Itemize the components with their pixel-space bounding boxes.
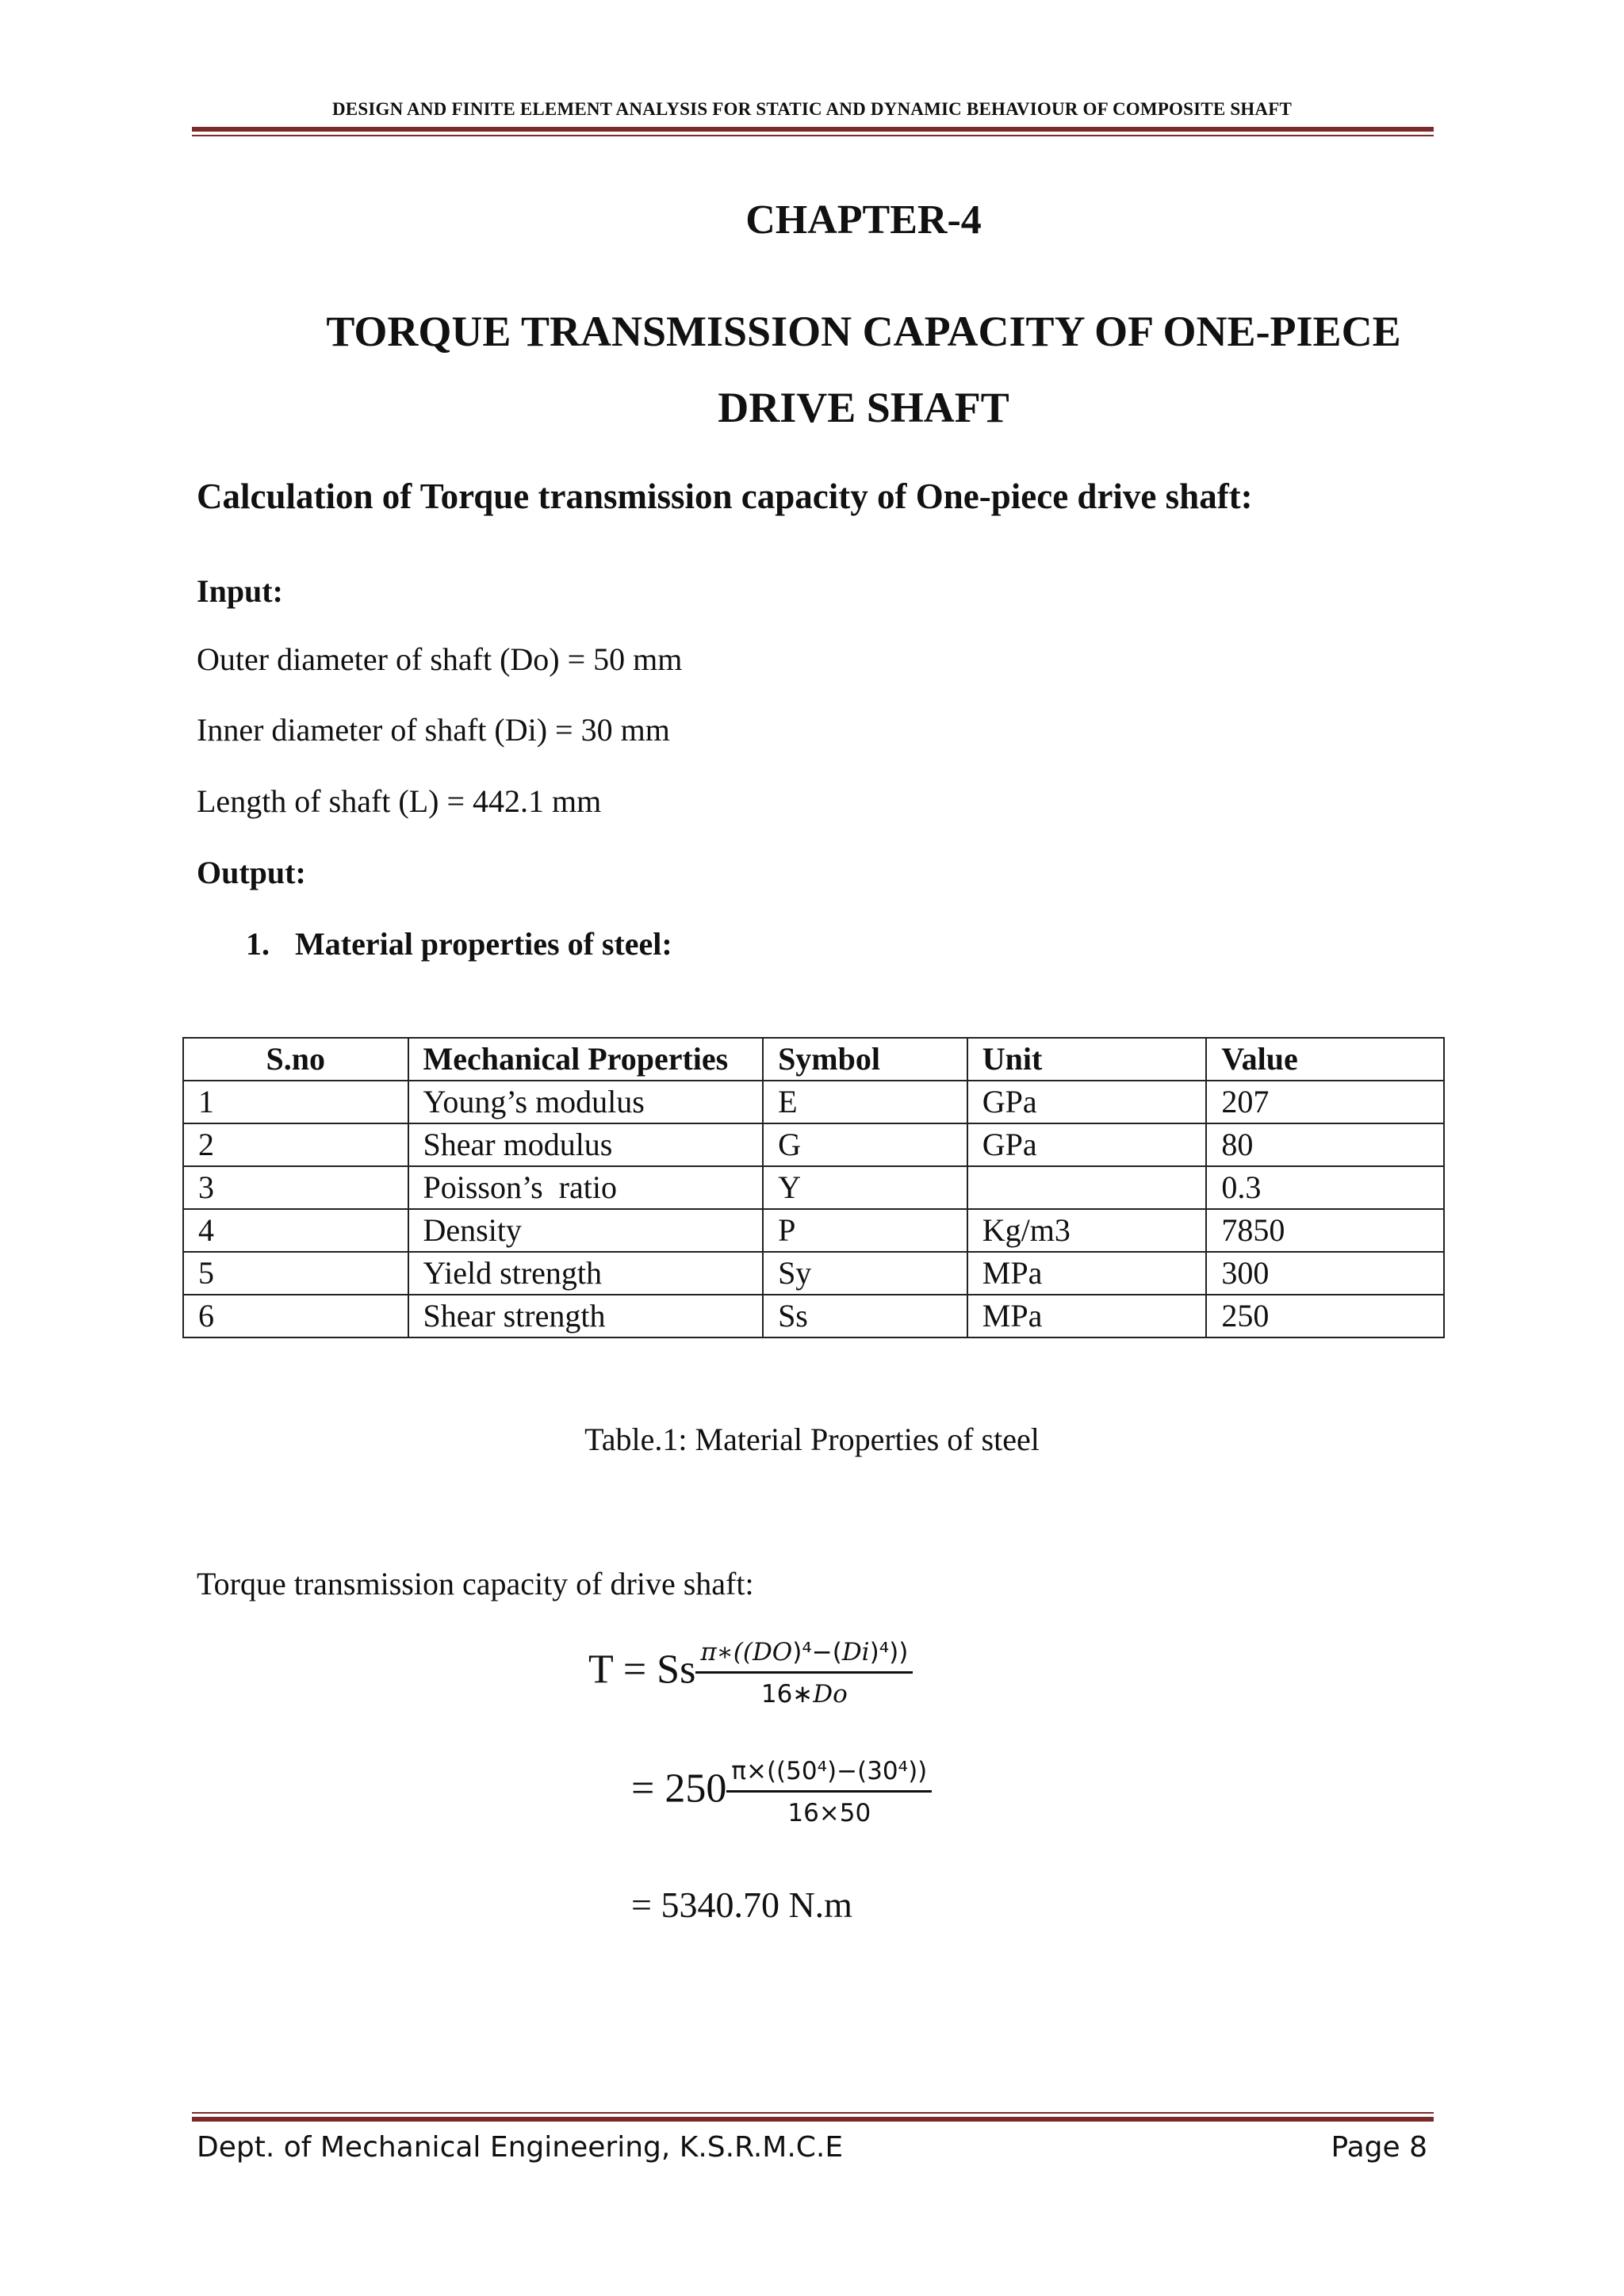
input-label: Input: xyxy=(197,573,283,609)
header-rule-thick xyxy=(192,127,1434,132)
running-title: DESIGN AND FINITE ELEMENT ANALYSIS FOR STATIC AND DYNAMIC BEHAVIOUR OF COMPOSITE SHAFT xyxy=(331,99,1292,119)
cell-unit: MPa xyxy=(967,1252,1207,1295)
equation-torque-substituted xyxy=(631,1757,932,1827)
cell-property: Young’s modulus xyxy=(408,1081,764,1123)
table-caption: Table.1: Material Properties of steel xyxy=(584,1422,1040,1457)
cell-sno: 5 xyxy=(183,1252,408,1295)
cell-symbol: Ss xyxy=(763,1295,967,1337)
table-row xyxy=(183,1123,1444,1166)
output-label: Output: xyxy=(197,855,306,890)
cell-unit: Kg/m3 xyxy=(967,1209,1207,1252)
equation-result: = 5340.70 N.m xyxy=(631,1885,852,1925)
fraction-denominator: 16×50 xyxy=(726,1790,932,1827)
table-row xyxy=(183,1166,1444,1209)
cell-value: 0.3 xyxy=(1206,1166,1444,1209)
cell-value: 300 xyxy=(1206,1252,1444,1295)
cell-symbol: Y xyxy=(763,1166,967,1209)
equation-lhs: = 250 xyxy=(631,1766,727,1812)
cell-unit xyxy=(967,1166,1207,1209)
input-length: Length of shaft (L) = 442.1 mm xyxy=(197,783,602,819)
cell-sno: 4 xyxy=(183,1209,408,1252)
table-row xyxy=(183,1295,1444,1337)
footer-rule-thin xyxy=(192,2112,1434,2114)
footer-rule-thick xyxy=(192,2117,1434,2122)
equation-torque-formula xyxy=(588,1638,913,1709)
header-symbol: Symbol xyxy=(763,1038,967,1081)
cell-sno: 1 xyxy=(183,1081,408,1123)
table-row xyxy=(183,1252,1444,1295)
input-inner-diameter: Inner diameter of shaft (Di) = 30 mm xyxy=(197,712,670,748)
cell-property: Yield strength xyxy=(408,1252,764,1295)
header-unit: Unit xyxy=(967,1038,1207,1081)
equation-lhs: T = Ss xyxy=(588,1647,696,1693)
cell-symbol: P xyxy=(763,1209,967,1252)
cell-property: Shear modulus xyxy=(408,1123,764,1166)
material-properties-table xyxy=(182,1037,1445,1338)
cell-value: 7850 xyxy=(1206,1209,1444,1252)
header-rule-thin xyxy=(192,135,1434,136)
cell-symbol: G xyxy=(763,1123,967,1166)
input-outer-diameter: Outer diameter of shaft (Do) = 50 mm xyxy=(197,641,683,677)
list-number: 1. xyxy=(246,926,270,962)
footer-department: Dept. of Mechanical Engineering, K.S.R.M.C.E xyxy=(197,2131,844,2164)
table-row xyxy=(183,1209,1444,1252)
chapter-title xyxy=(238,293,1489,446)
chapter-label: CHAPTER-4 xyxy=(745,197,982,243)
cell-symbol: E xyxy=(763,1081,967,1123)
footer-page-number: Page 8 xyxy=(1331,2131,1427,2164)
list-item-material-properties xyxy=(246,925,672,962)
cell-sno: 6 xyxy=(183,1295,408,1337)
cell-symbol: Sy xyxy=(763,1252,967,1295)
header-mechanical-properties: Mechanical Properties xyxy=(408,1038,764,1081)
cell-unit: GPa xyxy=(967,1081,1207,1123)
fraction-numerator: π∗((DO)⁴−(Di)⁴)) xyxy=(700,1638,909,1667)
cell-value: 80 xyxy=(1206,1123,1444,1166)
torque-intro: Torque transmission capacity of drive shaft: xyxy=(197,1566,754,1601)
cell-value: 250 xyxy=(1206,1295,1444,1337)
cell-unit: MPa xyxy=(967,1295,1207,1337)
cell-property: Density xyxy=(408,1209,764,1252)
chapter-title-line-2: DRIVE SHAFT xyxy=(718,384,1009,431)
cell-sno: 2 xyxy=(183,1123,408,1166)
section-heading: Calculation of Torque transmission capacity of One-piece drive shaft: xyxy=(197,476,1253,516)
header-sno: S.no xyxy=(183,1038,408,1081)
cell-unit: GPa xyxy=(967,1123,1207,1166)
cell-value: 207 xyxy=(1206,1081,1444,1123)
header-value: Value xyxy=(1206,1038,1444,1081)
table-row xyxy=(183,1081,1444,1123)
list-text: Material properties of steel: xyxy=(295,926,672,962)
chapter-title-line-1: TORQUE TRANSMISSION CAPACITY OF ONE-PIECE xyxy=(326,308,1401,355)
cell-sno: 3 xyxy=(183,1166,408,1209)
cell-property: Shear strength xyxy=(408,1295,764,1337)
table-header-row xyxy=(183,1038,1444,1081)
fraction-denominator: 16∗Do xyxy=(695,1671,913,1709)
cell-property: Poisson’s ratio xyxy=(408,1166,764,1209)
fraction-formula xyxy=(695,1638,913,1709)
fraction-substituted xyxy=(726,1757,932,1827)
fraction-numerator: π×((50⁴)−(30⁴)) xyxy=(731,1757,928,1785)
